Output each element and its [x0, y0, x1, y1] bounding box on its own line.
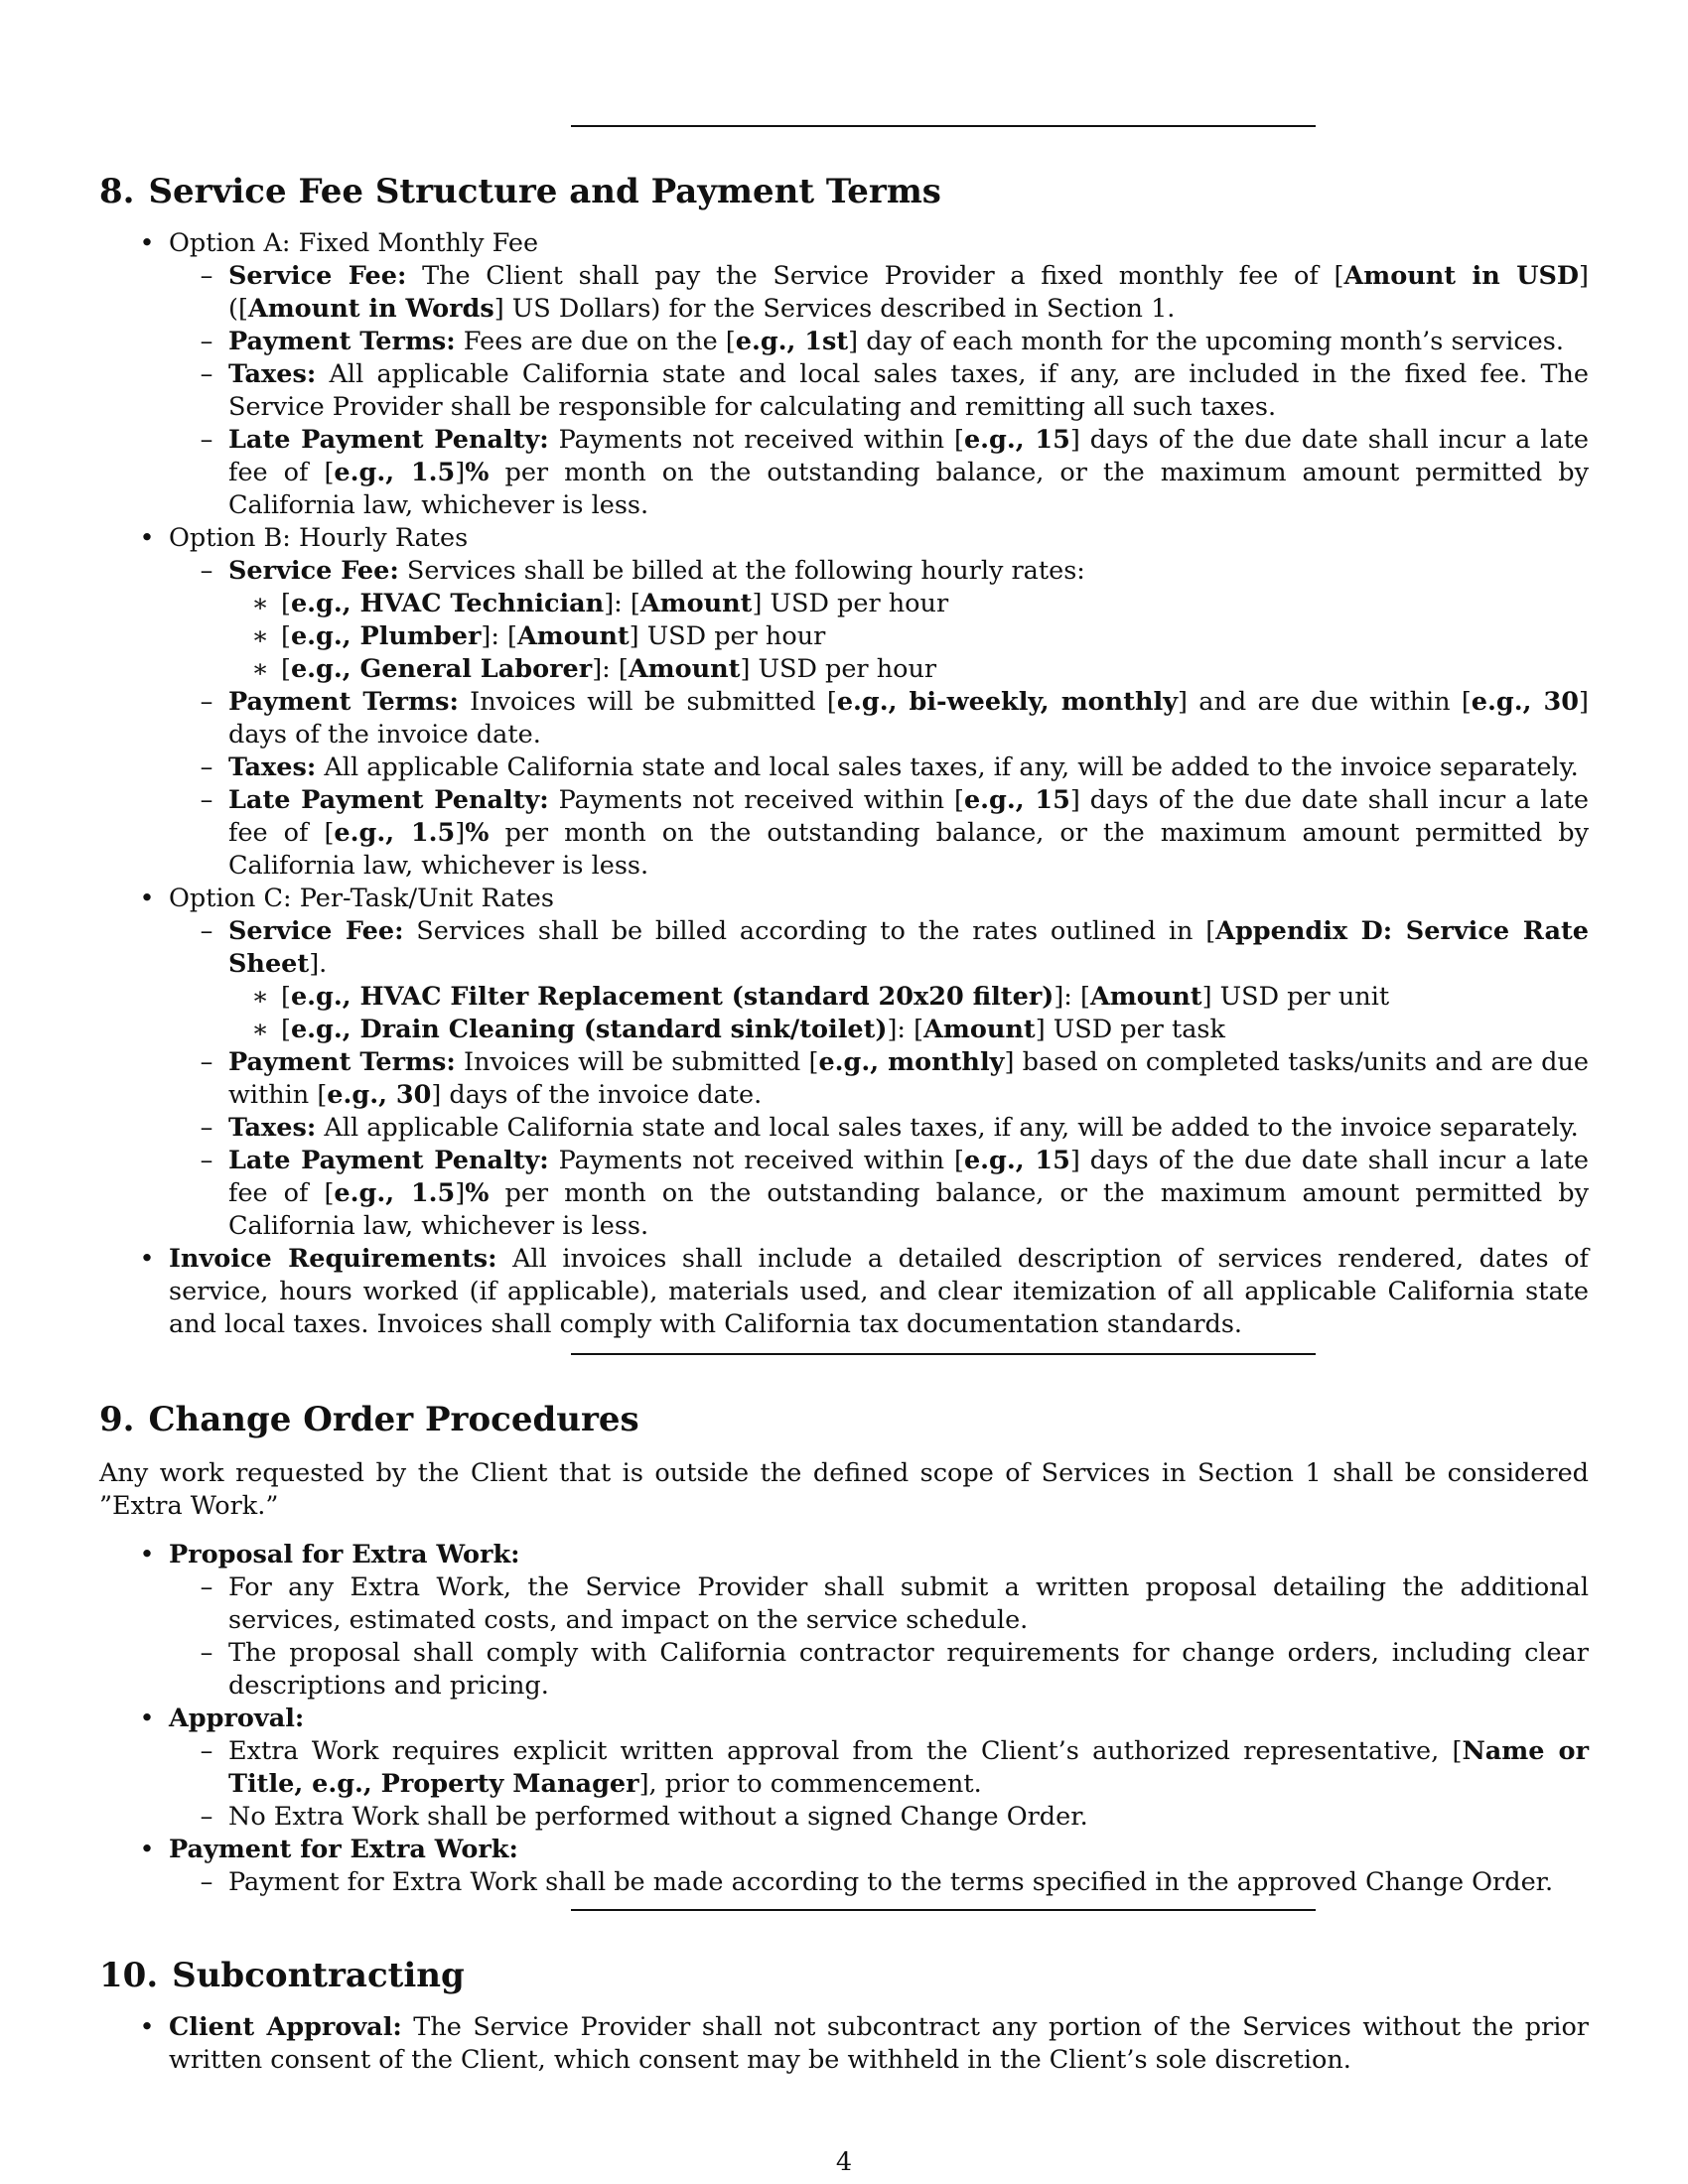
proposal-item: – The proposal shall comply with California contractor requirements for change orders, including clear descriptions and pricing.: [200, 1638, 1589, 1701]
section-9-heading: 9. Change Order Procedures: [99, 1400, 639, 1439]
option-b-late-penalty: – Late Payment Penalty: Payments not received within [e.g., 15] days of the due date shall incur a late fee of [e.g., 1.5]% per month on the outstanding balance, or the maximum amount permitted by California law, whichever is less.: [200, 785, 1589, 881]
proposal-item: – For any Extra Work, the Service Provider shall submit a written proposal detailing the additional services, estimated costs, and impact on the service schedule.: [200, 1572, 1589, 1635]
section-9-intro: Any work requested by the Client that is outside the defined scope of Services in Section 1 shall be considered ”Extra Work.”: [99, 1458, 1589, 1521]
option-b-payment-terms: – Payment Terms: Invoices will be submitted [e.g., bi-weekly, monthly] and are due within [e.g., 30] days of the invoice date.: [200, 687, 1589, 750]
approval-item: – Extra Work requires explicit written approval from the Client’s authorized representative, [Name or Title, e.g., Property Manager], prior to commencement.: [200, 1736, 1589, 1799]
approval-item: – No Extra Work shall be performed without a signed Change Order.: [200, 1802, 1088, 1832]
unit-rate-item: ∗ [e.g., HVAC Filter Replacement (standard 20x20 filter)]: [Amount] USD per unit: [251, 982, 1390, 1012]
client-approval: • Client Approval: The Service Provider shall not subcontract any portion of the Services without the prior written consent of the Client, which consent may be withheld in the Client’s sole discretion.: [99, 2011, 1589, 2077]
payment-for-extra-work: • Payment for Extra Work: – Payment for Extra Work shall be made according to the terms specified in the approved Change Order.: [99, 1834, 1589, 1899]
section-8-body: [99, 227, 1589, 1341]
hourly-rate-item: ∗ [e.g., HVAC Technician]: [Amount] USD per hour: [251, 589, 949, 618]
section-divider: [571, 125, 1316, 127]
approval: • Approval: – Extra Work requires explicit written approval from the Client’s authorized representative, [Name or Title, e.g., Property Manager], prior to commencement. – No Extra Work shall be performed without a signed Change Order.: [99, 1703, 1589, 1834]
hourly-rate-item: ∗ [e.g., General Laborer]: [Amount] USD per hour: [251, 654, 937, 684]
proposal-for-extra-work: • Proposal for Extra Work: – For any Extra Work, the Service Provider shall submit a written proposal detailing the additional services, estimated costs, and impact on the service schedule. – The proposal shall comply with California contractor requirements for change orders, including clear descriptions and pricing.: [99, 1539, 1589, 1703]
document-page: [99, 0, 1589, 2184]
hourly-rate-item: ∗ [e.g., Plumber]: [Amount] USD per hour: [251, 621, 826, 651]
invoice-requirements: • Invoice Requirements: All invoices shall include a detailed description of services rendered, dates of service, hours worked (if applicable), materials used, and clear itemization of all applicable California state and local taxes. Invoices shall comply with California tax documentation standards.: [99, 1243, 1589, 1341]
bullet: •: [139, 1540, 155, 1570]
bullet: •: [139, 884, 155, 913]
option-c-payment-terms: – Payment Terms: Invoices will be submitted [e.g., monthly] based on completed tasks/units and are due within [e.g., 30] days of the invoice date.: [200, 1047, 1589, 1110]
section-10-body: [99, 2011, 1589, 2077]
payment-item: – Payment for Extra Work shall be made according to the terms specified in the approved Change Order.: [200, 1867, 1554, 1897]
option-c-taxes: – Taxes: All applicable California state and local sales taxes, if any, will be added to the invoice separately.: [200, 1113, 1579, 1143]
option-a-taxes: – Taxes: All applicable California state and local sales taxes, if any, are included in the fixed fee. The Service Provider shall be responsible for calculating and remitting all such taxes.: [200, 359, 1589, 422]
bullet: •: [139, 1835, 155, 1864]
page-number: 4: [835, 2147, 853, 2177]
section-9-body: [99, 1457, 1589, 1899]
option-b: • Option B: Hourly Rates – Service Fee: Services shall be billed at the following hourly rates: ∗ [e.g., HVAC Technician]: [Amount] USD per hour ∗ [e.g., Plumber]: [Amount] USD per hour ∗ [e.g., General Laborer]: [Amount] USD per hour – Payment Terms: Invoices will be submitted [e.g., bi-weekly, monthly] and are due within [e.g., 30] days of the invoice date. – Taxes: All applicable California state and local sales taxes, if any, will be added to the invoice separately. – Late Payment Penalty: Payments not received within [e.g., 15] days of the due date shall incur a late fee of [e.g., 1.5]% per month on the outstanding balance, or the maximum amount permitted by California law, whichever is less.: [99, 522, 1589, 883]
option-a-late-penalty: – Late Payment Penalty: Payments not received within [e.g., 15] days of the due date shall incur a late fee of [e.g., 1.5]% per month on the outstanding balance, or the maximum amount permitted by California law, whichever is less.: [200, 425, 1589, 520]
bullet: •: [139, 228, 155, 258]
option-b-taxes: – Taxes: All applicable California state and local sales taxes, if any, will be added to the invoice separately.: [200, 752, 1579, 782]
section-divider: [571, 1353, 1316, 1355]
option-a: • Option A: Fixed Monthly Fee – Service Fee: The Client shall pay the Service Provider a fixed monthly fee of [Amount in USD] ([Amount in Words] US Dollars) for the Services described in Section 1. – Payment Terms: Fees are due on the [e.g., 1st] day of each month for the upcoming month’s services. – Taxes: All applicable California state and local sales taxes, if any, are included in the fixed fee. The Service Provider shall be responsible for calculating and remitting all such taxes. – Late Payment Penalty: Payments not received within [e.g., 15] days of the due date shall incur a late fee of [e.g., 1.5]% per month on the outstanding balance, or the maximum amount permitted by California law, whichever is less.: [99, 227, 1589, 522]
option-c-service-fee: – Service Fee: Services shall be billed according to the rates outlined in [Appendix D: Service Rate Sheet]. ∗ [e.g., HVAC Filter Replacement (standard 20x20 filter)]: [Amount] USD per unit ∗ [e.g., Drain Cleaning (standard sink/toilet)]: [Amount] USD per task: [99, 915, 1589, 1046]
section-8-heading: 8. Service Fee Structure and Payment Terms: [99, 172, 941, 211]
section-divider: [571, 1909, 1316, 1911]
option-a-payment-terms: – Payment Terms: Fees are due on the [e.g., 1st] day of each month for the upcoming month’s services.: [200, 327, 1564, 356]
bullet: •: [139, 2012, 155, 2042]
section-10-heading: 10. Subcontracting: [99, 1956, 465, 1995]
bullet: •: [139, 1244, 155, 1274]
bullet: •: [139, 523, 155, 553]
bullet: •: [139, 1704, 155, 1733]
option-c-late-penalty: – Late Payment Penalty: Payments not received within [e.g., 15] days of the due date shall incur a late fee of [e.g., 1.5]% per month on the outstanding balance, or the maximum amount permitted by California law, whichever is less.: [200, 1146, 1589, 1241]
option-a-service-fee: – Service Fee: The Client shall pay the Service Provider a fixed monthly fee of [Amount in USD] ([Amount in Words] US Dollars) for the Services described in Section 1.: [200, 261, 1589, 324]
option-b-service-fee: – Service Fee: Services shall be billed at the following hourly rates: ∗ [e.g., HVAC Technician]: [Amount] USD per hour ∗ [e.g., Plumber]: [Amount] USD per hour ∗ [e.g., General Laborer]: [Amount] USD per hour: [99, 555, 1589, 686]
option-c: • Option C: Per-Task/Unit Rates – Service Fee: Services shall be billed according to the rates outlined in [Appendix D: Service Rate Sheet]. ∗ [e.g., HVAC Filter Replacement (standard 20x20 filter)]: [Amount] USD per unit ∗ [e.g., Drain Cleaning (standard sink/toilet)]: [Amount] USD per task – Payment Terms: Invoices will be submitted [e.g., monthly] based on completed tasks/units and are due within [e.g., 30] days of the invoice date. – Taxes: All applicable California state and local sales taxes, if any, will be added to the invoice separately. – Late Payment Penalty: Payments not received within [e.g., 15] days of the due date shall incur a late fee of [e.g., 1.5]% per month on the outstanding balance, or the maximum amount permitted by California law, whichever is less.: [99, 883, 1589, 1243]
unit-rate-item: ∗ [e.g., Drain Cleaning (standard sink/toilet)]: [Amount] USD per task: [251, 1015, 1225, 1044]
